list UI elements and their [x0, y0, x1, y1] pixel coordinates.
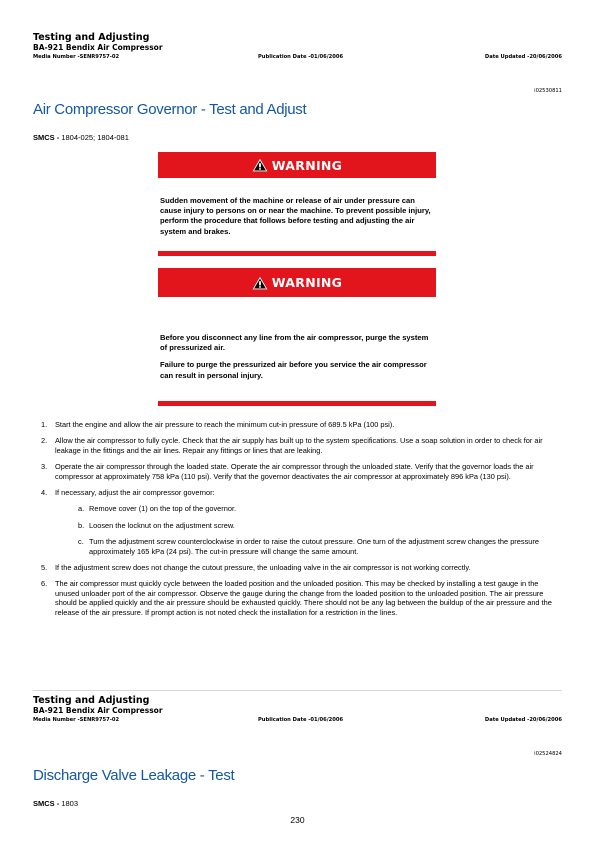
warning-banner: [158, 268, 436, 297]
warning-triangle-icon: [252, 158, 268, 172]
warning-box: [158, 268, 436, 381]
page-header: [33, 32, 562, 62]
procedure-steps: [33, 420, 563, 624]
step-text: Operate the air compressor through the loaded state. Operate the air compressor through the unloaded state. Verify that the governor loads the air compressor at approximately 758 kPa (110 psi). Verify that the governor deactivates the air compressor at approximately 896 kPa (130 psi).: [55, 462, 534, 481]
step-text: If the adjustment screw does not change the cutout pressure, the unloading valve in the air compressor is not working correctly.: [55, 563, 471, 573]
step-text: The air compressor must quickly cycle between the loaded position and the unloaded position. This may be checked by installing a test gauge in the unused unloader port of the air compressor. Observe the gauge during the change from the loaded position to the unloaded position. The air pressure should be applied quickly and the air pressure should be exhausted quickly. There should not be any lag between the buildup of the air pressure and the release of the air pressure. If prompt action is not noted check the installation for a restriction in the lines.: [55, 579, 552, 617]
page-divider: [33, 690, 562, 691]
step-number: b.: [78, 520, 85, 530]
step-text: If necessary, adjust the air compressor governor:: [55, 488, 215, 498]
warning-message: Failure to purge the pressurized air before you service the air compressor can result in personal injury.: [160, 360, 427, 380]
step-text: Allow the air compressor to fully cycle. Check that the air supply has built up to the system specifications. Use a soap solution in order to check for air leakage in the fittings and the air lines. Repair any fittings or lines that are leaking.: [55, 436, 543, 455]
list-item: [33, 420, 563, 429]
list-item: [33, 488, 563, 497]
header-subtitle: BA-921 Bendix Air Compressor: [33, 43, 163, 52]
list-item: [33, 504, 563, 513]
warning-message: Sudden movement of the machine or release of air under pressure can cause injury to persons on or near the machine. To prevent possible injury, perform the procedure that follows before testing and adjusting the air system and brakes.: [160, 196, 431, 236]
list-item: [33, 579, 563, 617]
publication-date: Publication Date -01/06/2006: [258, 717, 344, 723]
warning-label: WARNING: [271, 275, 343, 290]
step-text: Start the engine and allow the air pressure to reach the minimum cut-in pressure of 689.5 kPa (100 psi).: [55, 420, 395, 429]
header-meta: [33, 716, 562, 725]
publication-date: Publication Date -01/06/2006: [258, 54, 344, 60]
warning-triangle-icon: [252, 276, 268, 290]
step-number: 5.: [41, 563, 48, 573]
step-text: Turn the adjustment screw counterclockwise in order to raise the cutout pressure. One turn of the adjustment screw changes the pressure approximately 165 kPa (24 psi). The cut-in pressure will change the same amount.: [89, 537, 539, 556]
header-title: Testing and Adjusting: [33, 32, 150, 43]
step-number: c.: [78, 537, 84, 547]
page-number: 230: [290, 815, 305, 825]
section-title: Discharge Valve Leakage - Test: [33, 767, 235, 784]
section-title: Air Compressor Governor - Test and Adjust: [33, 101, 307, 118]
list-item: [33, 462, 563, 481]
step-text: Loosen the locknut on the adjustment screw.: [89, 520, 235, 530]
list-item: [33, 436, 563, 455]
step-number: a.: [78, 504, 85, 514]
header-meta: [33, 53, 562, 62]
smcs-codes: [33, 799, 78, 808]
document-id: i02530811: [534, 88, 562, 94]
warning-bottom-bar: [158, 401, 436, 406]
step-number: 3.: [41, 462, 48, 472]
header-title: Testing and Adjusting: [33, 695, 150, 706]
warning-banner: [158, 152, 436, 178]
step-text: Remove cover (1) on the top of the governor.: [89, 504, 237, 514]
smcs-value: 1804-025; 1804-081: [61, 133, 129, 142]
step-number: 4.: [41, 488, 48, 498]
step-number: 6.: [41, 579, 48, 589]
page-header: [33, 695, 562, 725]
smcs-label: SMCS -: [33, 799, 60, 808]
smcs-label: SMCS -: [33, 133, 60, 142]
header-subtitle: BA-921 Bendix Air Compressor: [33, 706, 163, 715]
smcs-value: 1803: [61, 799, 79, 808]
warning-bottom-bar: [158, 251, 436, 256]
media-number: Media Number -SENR9757-02: [33, 717, 120, 723]
warning-message: Before you disconnect any line from the air compressor, purge the system of pressurized air.: [160, 333, 429, 353]
smcs-codes: [33, 133, 129, 142]
step-number: 1.: [41, 420, 48, 429]
step-number: 2.: [41, 436, 48, 446]
date-updated: Date Updated -20/06/2006: [484, 54, 562, 60]
document-id: i02524824: [534, 751, 562, 757]
list-item: [33, 563, 563, 572]
list-item: [33, 521, 563, 530]
list-item: [33, 537, 563, 556]
warning-box: [158, 152, 436, 237]
warning-label: WARNING: [271, 157, 343, 173]
media-number: Media Number -SENR9757-02: [33, 54, 120, 60]
date-updated: Date Updated -20/06/2006: [484, 717, 562, 723]
